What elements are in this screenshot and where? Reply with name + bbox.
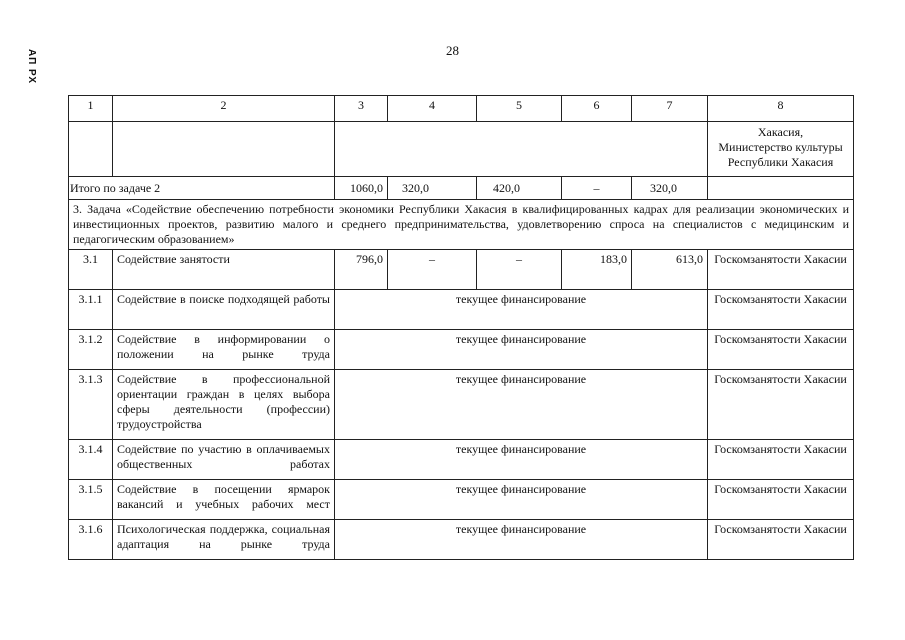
value-col-3: 796,0 — [335, 250, 388, 290]
task-3-text: 3. Задача «Содействие обеспечению потребности экономики Республики Хакасия в квалифицированных кадрах для реализации экономических и инвестиционных проектов, развитию малого и среднего предпринимательства, удовлетворению спроса на специалистов с медицинским и педагогическим образованием» — [69, 200, 854, 250]
value-col-5: – — [477, 250, 562, 290]
column-header-5: 5 — [477, 96, 562, 122]
program-table — [68, 95, 854, 560]
measure-name: Содействие в посещении ярмарок вакансий и учебных рабочих мест — [113, 480, 335, 520]
column-header-8: 8 — [708, 96, 854, 122]
header-row — [69, 96, 854, 122]
funding-note: текущее финансирование — [335, 330, 708, 370]
column-header-1: 1 — [69, 96, 113, 122]
value-col-6: 183,0 — [562, 250, 632, 290]
funding-note: текущее финансирование — [335, 290, 708, 330]
total-value-6: – — [562, 177, 632, 200]
table-row — [69, 520, 854, 560]
total-value-7: 320,0 — [632, 177, 708, 200]
measure-name: Содействие в поиске подходящей работы — [113, 290, 335, 330]
archive-stamp: АП РХ — [25, 48, 37, 84]
continuation-row — [69, 122, 854, 177]
column-header-4: 4 — [388, 96, 477, 122]
measure-name: Содействие по участию в оплачиваемых общественных работах — [113, 440, 335, 480]
measure-name: Содействие занятости — [113, 250, 335, 290]
table-row — [69, 330, 854, 370]
executor-cell: Госкомзанятости Хакасии — [708, 330, 854, 370]
row-number: 3.1.2 — [69, 330, 113, 370]
column-header-3: 3 — [335, 96, 388, 122]
total-label: Итого по задаче 2 — [69, 177, 335, 200]
row-number: 3.1 — [69, 250, 113, 290]
measure-name: Содействие в информировании о положении на рынке труда — [113, 330, 335, 370]
value-col-7: 613,0 — [632, 250, 708, 290]
funding-note: текущее финансирование — [335, 520, 708, 560]
executor-cell: Госкомзанятости Хакасии — [708, 370, 854, 440]
total-value-3: 1060,0 — [335, 177, 388, 200]
executor-cell: Хакасия, Министерство культуры Республики Хакасия — [708, 122, 854, 177]
executor-cell: Госкомзанятости Хакасии — [708, 480, 854, 520]
row-number: 3.1.3 — [69, 370, 113, 440]
row-number: 3.1.4 — [69, 440, 113, 480]
column-header-6: 6 — [562, 96, 632, 122]
executor-cell: Госкомзанятости Хакасии — [708, 440, 854, 480]
total-row — [69, 177, 854, 200]
value-col-4: – — [388, 250, 477, 290]
total-value-5: 420,0 — [477, 177, 562, 200]
measure-name: Психологическая поддержка, социальная адаптация на рынке труда — [113, 520, 335, 560]
executor-cell: Госкомзанятости Хакасии — [708, 520, 854, 560]
table-row — [69, 440, 854, 480]
executor-cell: Госкомзанятости Хакасии — [708, 250, 854, 290]
page-number: 28 — [446, 43, 459, 58]
column-header-2: 2 — [113, 96, 335, 122]
funding-note: текущее финансирование — [335, 440, 708, 480]
table-row — [69, 290, 854, 330]
table-row — [69, 370, 854, 440]
row-number: 3.1.1 — [69, 290, 113, 330]
row-number: 3.1.5 — [69, 480, 113, 520]
funding-note: текущее финансирование — [335, 370, 708, 440]
total-value-4: 320,0 — [388, 177, 477, 200]
column-header-7: 7 — [632, 96, 708, 122]
table-row — [69, 480, 854, 520]
measure-name: Содействие в профессиональной ориентации граждан в целях выбора сферы деятельности (профессии) трудоустройства — [113, 370, 335, 440]
funding-note: текущее финансирование — [335, 480, 708, 520]
row-number: 3.1.6 — [69, 520, 113, 560]
executor-cell: Госкомзанятости Хакасии — [708, 290, 854, 330]
table-row — [69, 250, 854, 290]
task-heading-row — [69, 200, 854, 250]
